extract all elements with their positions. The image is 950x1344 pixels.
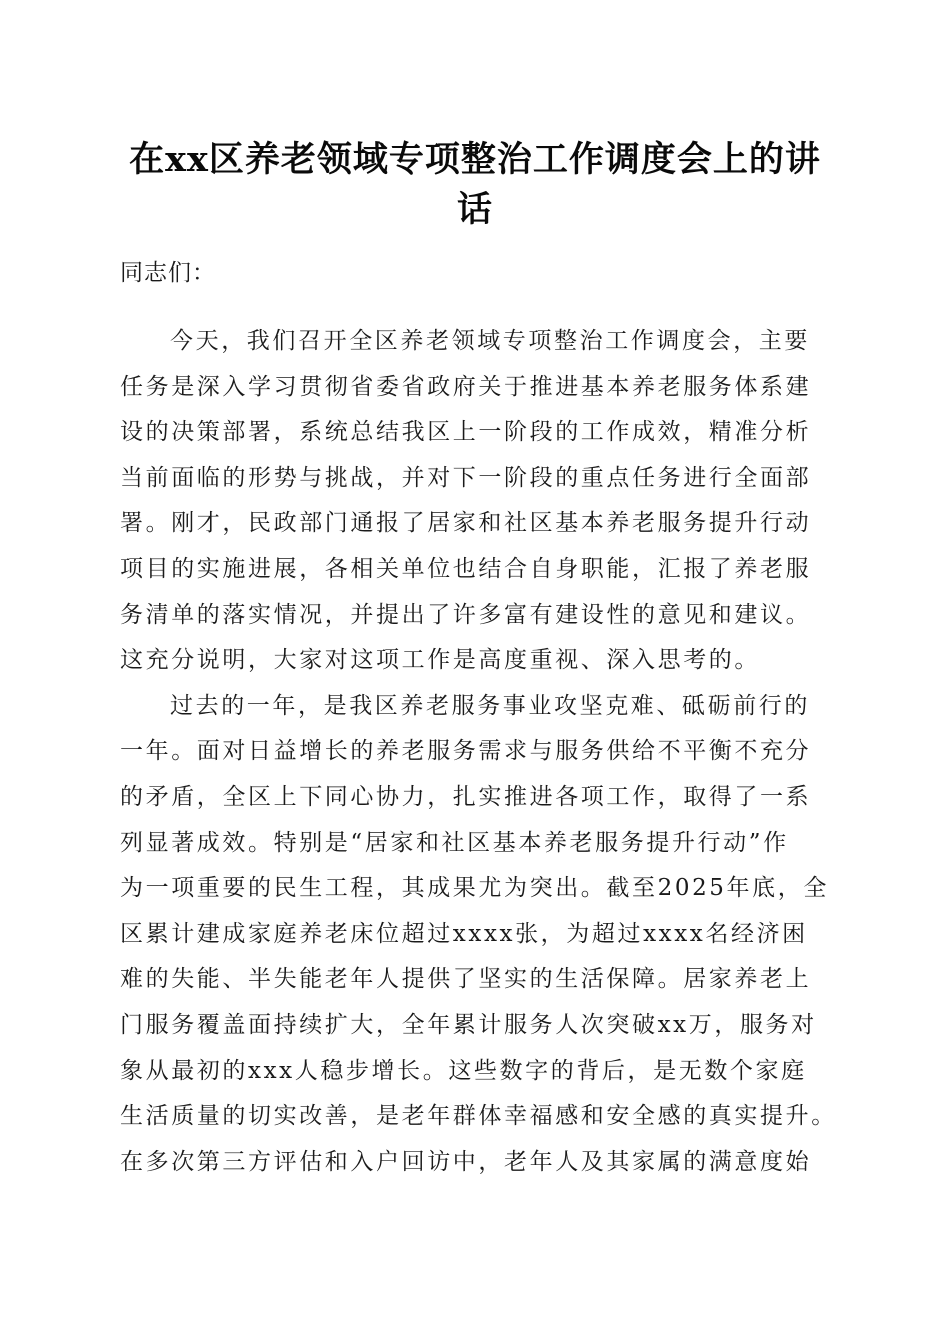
salutation: 同志们： xyxy=(120,260,216,286)
paragraph-line: 项目的实施进展，各相关单位也结合自身职能，汇报了养老服 xyxy=(120,555,812,582)
paragraph-line: 署。刚才，民政部门通报了居家和社区基本养老服务提升行动 xyxy=(120,510,812,537)
paragraph-line: 设的决策部署，系统总结我区上一阶段的工作成效，精准分析 xyxy=(120,419,812,446)
paragraph-line: 当前面临的形势与挑战，并对下一阶段的重点任务进行全面部 xyxy=(120,464,812,491)
document-title xyxy=(110,135,840,235)
paragraph-line: 象从最初的xxx人稳步增长。这些数字的背后，是无数个家庭 xyxy=(120,1057,807,1084)
paragraph-line: 一年。面对日益增长的养老服务需求与服务供给不平衡不充分 xyxy=(120,738,812,765)
paragraph-line: 难的失能、半失能老年人提供了坚实的生活保障。居家养老上 xyxy=(120,966,812,993)
paragraph-line: 任务是深入学习贯彻省委省政府关于推进基本养老服务体系建 xyxy=(120,373,812,400)
paragraph-line: 区累计建成家庭养老床位超过xxxx张，为超过xxxx名经济困 xyxy=(120,920,808,947)
paragraph-line: 这充分说明，大家对这项工作是高度重视、深入思考的。 xyxy=(120,647,760,674)
title-line-1: 在xx区养老领域专项整治工作调度会上的讲 xyxy=(129,139,821,180)
paragraph-line: 过去的一年，是我区养老服务事业攻坚克难、砥砺前行的 xyxy=(170,692,810,719)
paragraph-line: 为一项重要的民生工程，其成果尤为突出。截至2025年底，全 xyxy=(120,875,829,902)
paragraph-line: 今天，我们召开全区养老领域专项整治工作调度会，主要 xyxy=(170,328,810,354)
title-line-2: 话 xyxy=(456,189,493,230)
document-body xyxy=(120,319,837,1185)
paragraph-line: 务清单的落实情况，并提出了许多富有建设性的意见和建议。 xyxy=(120,601,812,628)
paragraph-line: 列显著成效。特别是“居家和社区基本养老服务提升行动”作 xyxy=(120,829,789,856)
paragraph-line: 门服务覆盖面持续扩大，全年累计服务人次突破xx万，服务对 xyxy=(120,1011,817,1038)
paragraph-line: 在多次第三方评估和入户回访中，老年人及其家属的满意度始 xyxy=(120,1148,812,1175)
paragraph-line: 生活质量的切实改善，是老年群体幸福感和安全感的真实提升。 xyxy=(120,1103,837,1130)
paragraph-line: 的矛盾，全区上下同心协力，扎实推进各项工作，取得了一系 xyxy=(120,783,812,810)
